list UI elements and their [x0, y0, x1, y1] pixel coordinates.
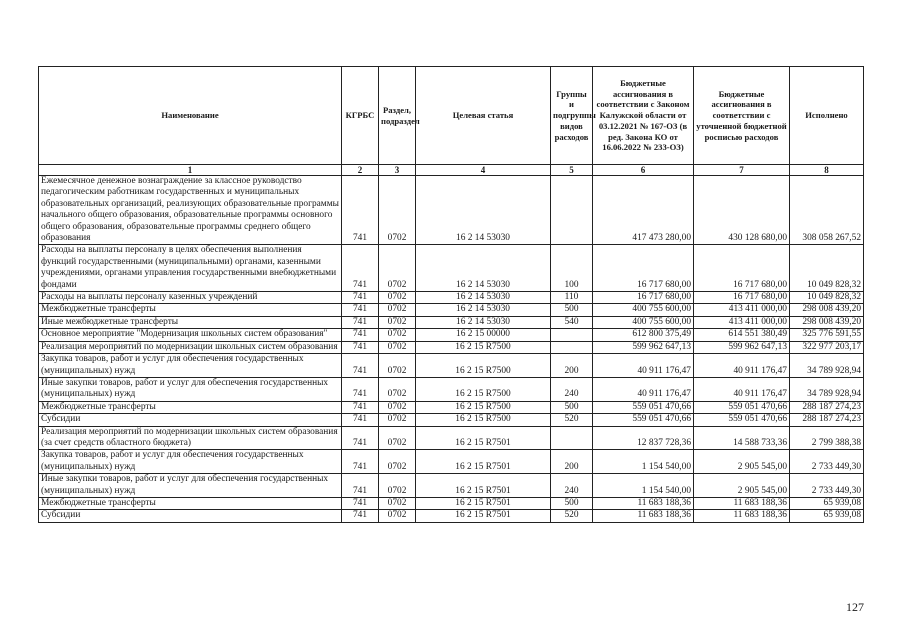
table-row — [39, 341, 864, 353]
table-row — [39, 426, 864, 450]
column-number: 5 — [551, 165, 593, 176]
row-roster-allocation-cell: 16 717 680,00 — [694, 292, 790, 304]
row-roster-allocation-cell: 599 962 647,13 — [694, 341, 790, 353]
row-kgrbs-cell: 741 — [342, 474, 379, 498]
row-target-cell: 16 2 14 53030 — [416, 304, 551, 316]
row-target-cell: 16 2 15 R7501 — [416, 426, 551, 450]
row-roster-allocation-cell: 559 051 470,66 — [694, 414, 790, 426]
row-group-cell: 500 — [551, 401, 593, 413]
row-executed-cell: 65 939,08 — [790, 510, 864, 522]
row-law-allocation-cell: 559 051 470,66 — [593, 401, 694, 413]
row-roster-allocation-cell: 40 911 176,47 — [694, 354, 790, 378]
row-roster-allocation-cell: 430 128 680,00 — [694, 176, 790, 245]
row-name-cell: Закупка товаров, работ и услуг для обеспечения государственных (муниципальных) нужд — [39, 450, 342, 474]
row-group-cell: 100 — [551, 245, 593, 292]
row-name-cell: Субсидии — [39, 414, 342, 426]
row-section-cell: 0702 — [379, 377, 416, 401]
row-executed-cell: 298 008 439,20 — [790, 316, 864, 328]
row-executed-cell: 288 187 274,23 — [790, 414, 864, 426]
table-row — [39, 354, 864, 378]
row-target-cell: 16 2 15 R7501 — [416, 510, 551, 522]
row-target-cell: 16 2 15 00000 — [416, 329, 551, 341]
table-row — [39, 474, 864, 498]
row-group-cell: 520 — [551, 510, 593, 522]
row-name-cell: Ежемесячное денежное вознаграждение за классное руководство педагогическим работникам государственных и муниципальных образовательных организаций, реализующих образовательные программы начального общего образования, образовательные программы основного общего образования, образовательные программы среднего общего образования — [39, 176, 342, 245]
row-target-cell: 16 2 15 R7500 — [416, 414, 551, 426]
row-executed-cell: 34 789 928,94 — [790, 377, 864, 401]
row-group-cell — [551, 329, 593, 341]
header-executed: Исполнено — [790, 67, 864, 165]
row-section-cell: 0702 — [379, 292, 416, 304]
table-row — [39, 176, 864, 245]
row-roster-allocation-cell: 16 717 680,00 — [694, 245, 790, 292]
row-name-cell: Закупка товаров, работ и услуг для обеспечения государственных (муниципальных) нужд — [39, 354, 342, 378]
row-name-cell: Иные межбюджетные трансферты — [39, 316, 342, 328]
row-section-cell: 0702 — [379, 497, 416, 509]
table-row — [39, 329, 864, 341]
row-executed-cell: 325 776 591,55 — [790, 329, 864, 341]
row-kgrbs-cell: 741 — [342, 354, 379, 378]
row-roster-allocation-cell: 413 411 000,00 — [694, 316, 790, 328]
row-section-cell: 0702 — [379, 304, 416, 316]
page-number: 127 — [846, 600, 864, 614]
row-group-cell: 520 — [551, 414, 593, 426]
budget-document — [38, 66, 863, 523]
row-law-allocation-cell: 612 800 375,49 — [593, 329, 694, 341]
table-row — [39, 304, 864, 316]
row-law-allocation-cell: 40 911 176,47 — [593, 377, 694, 401]
row-executed-cell: 2 733 449,30 — [790, 474, 864, 498]
row-target-cell: 16 2 15 R7501 — [416, 450, 551, 474]
header-law-allocation: Бюджетные ассигнования в соответствии с Законом Калужской области от 03.12.2021 № 167-ОЗ (в ред. Закона КО от 16.06.2022 № 233-ОЗ) — [593, 67, 694, 165]
row-kgrbs-cell: 741 — [342, 377, 379, 401]
row-roster-allocation-cell: 413 411 000,00 — [694, 304, 790, 316]
row-name-cell: Межбюджетные трансферты — [39, 401, 342, 413]
row-roster-allocation-cell: 14 588 733,36 — [694, 426, 790, 450]
row-law-allocation-cell: 1 154 540,00 — [593, 450, 694, 474]
column-number: 6 — [593, 165, 694, 176]
row-roster-allocation-cell: 559 051 470,66 — [694, 401, 790, 413]
row-name-cell: Иные закупки товаров, работ и услуг для обеспечения государственных (муниципальных) нужд — [39, 377, 342, 401]
row-kgrbs-cell: 741 — [342, 510, 379, 522]
row-group-cell: 200 — [551, 354, 593, 378]
row-law-allocation-cell: 16 717 680,00 — [593, 292, 694, 304]
row-section-cell: 0702 — [379, 316, 416, 328]
row-section-cell: 0702 — [379, 329, 416, 341]
column-number: 4 — [416, 165, 551, 176]
row-section-cell: 0702 — [379, 176, 416, 245]
row-law-allocation-cell: 11 683 188,36 — [593, 497, 694, 509]
header-group: Группы и подгруппы видов расходов — [551, 67, 593, 165]
row-executed-cell: 34 789 928,94 — [790, 354, 864, 378]
row-name-cell: Расходы на выплаты персоналу в целях обеспечения выполнения функций государственными (муниципальными) органами, казенными учреждениями, органами управления государственными внебюджетными фондами — [39, 245, 342, 292]
row-executed-cell: 65 939,08 — [790, 497, 864, 509]
row-group-cell: 500 — [551, 497, 593, 509]
row-executed-cell: 2 799 388,38 — [790, 426, 864, 450]
row-executed-cell: 10 049 828,32 — [790, 292, 864, 304]
table-row — [39, 292, 864, 304]
column-number-row — [39, 165, 864, 176]
table-row — [39, 414, 864, 426]
row-target-cell: 16 2 14 53030 — [416, 316, 551, 328]
header-section: Раздел, подраздел — [379, 67, 416, 165]
row-kgrbs-cell: 741 — [342, 316, 379, 328]
row-law-allocation-cell: 40 911 176,47 — [593, 354, 694, 378]
row-roster-allocation-cell: 11 683 188,36 — [694, 497, 790, 509]
row-group-cell: 540 — [551, 316, 593, 328]
row-section-cell: 0702 — [379, 401, 416, 413]
column-number: 1 — [39, 165, 342, 176]
row-group-cell: 500 — [551, 304, 593, 316]
row-section-cell: 0702 — [379, 341, 416, 353]
row-law-allocation-cell: 599 962 647,13 — [593, 341, 694, 353]
row-section-cell: 0702 — [379, 510, 416, 522]
row-section-cell: 0702 — [379, 354, 416, 378]
table-body — [39, 176, 864, 523]
row-law-allocation-cell: 417 473 280,00 — [593, 176, 694, 245]
row-target-cell: 16 2 14 53030 — [416, 245, 551, 292]
row-law-allocation-cell: 16 717 680,00 — [593, 245, 694, 292]
row-group-cell — [551, 426, 593, 450]
row-group-cell: 110 — [551, 292, 593, 304]
header-row — [39, 67, 864, 165]
row-kgrbs-cell: 741 — [342, 414, 379, 426]
row-section-cell: 0702 — [379, 245, 416, 292]
row-group-cell: 240 — [551, 377, 593, 401]
column-number: 7 — [694, 165, 790, 176]
table-row — [39, 316, 864, 328]
column-number: 3 — [379, 165, 416, 176]
row-roster-allocation-cell: 40 911 176,47 — [694, 377, 790, 401]
row-name-cell: Основное мероприятие "Модернизация школьных систем образования" — [39, 329, 342, 341]
table-row — [39, 401, 864, 413]
header-roster-allocation: Бюджетные ассигнования в соответствии с уточненной бюджетной росписью расходов — [694, 67, 790, 165]
row-roster-allocation-cell: 11 683 188,36 — [694, 510, 790, 522]
row-group-cell — [551, 176, 593, 245]
row-roster-allocation-cell: 2 905 545,00 — [694, 450, 790, 474]
row-target-cell: 16 2 15 R7500 — [416, 377, 551, 401]
row-kgrbs-cell: 741 — [342, 304, 379, 316]
row-kgrbs-cell: 741 — [342, 450, 379, 474]
row-kgrbs-cell: 741 — [342, 329, 379, 341]
row-executed-cell: 298 008 439,20 — [790, 304, 864, 316]
row-target-cell: 16 2 15 R7500 — [416, 401, 551, 413]
row-group-cell: 200 — [551, 450, 593, 474]
row-section-cell: 0702 — [379, 426, 416, 450]
row-group-cell: 240 — [551, 474, 593, 498]
row-section-cell: 0702 — [379, 474, 416, 498]
row-name-cell: Реализация мероприятий по модернизации школьных систем образования — [39, 341, 342, 353]
column-number: 8 — [790, 165, 864, 176]
row-kgrbs-cell: 741 — [342, 401, 379, 413]
row-group-cell — [551, 341, 593, 353]
row-kgrbs-cell: 741 — [342, 245, 379, 292]
row-name-cell: Межбюджетные трансферты — [39, 304, 342, 316]
row-kgrbs-cell: 741 — [342, 176, 379, 245]
row-law-allocation-cell: 1 154 540,00 — [593, 474, 694, 498]
row-executed-cell: 288 187 274,23 — [790, 401, 864, 413]
row-target-cell: 16 2 14 53030 — [416, 176, 551, 245]
row-roster-allocation-cell: 614 551 380,49 — [694, 329, 790, 341]
header-name: Наименование — [39, 67, 342, 165]
row-name-cell: Расходы на выплаты персоналу казенных учреждений — [39, 292, 342, 304]
row-executed-cell: 322 977 203,17 — [790, 341, 864, 353]
row-law-allocation-cell: 400 755 600,00 — [593, 304, 694, 316]
row-target-cell: 16 2 15 R7501 — [416, 474, 551, 498]
row-law-allocation-cell: 11 683 188,36 — [593, 510, 694, 522]
row-section-cell: 0702 — [379, 414, 416, 426]
row-kgrbs-cell: 741 — [342, 341, 379, 353]
row-name-cell: Межбюджетные трансферты — [39, 497, 342, 509]
column-number: 2 — [342, 165, 379, 176]
row-target-cell: 16 2 15 R7500 — [416, 341, 551, 353]
row-law-allocation-cell: 12 837 728,36 — [593, 426, 694, 450]
row-executed-cell: 10 049 828,32 — [790, 245, 864, 292]
table-row — [39, 245, 864, 292]
header-target: Целевая статья — [416, 67, 551, 165]
row-name-cell: Субсидии — [39, 510, 342, 522]
row-name-cell: Иные закупки товаров, работ и услуг для обеспечения государственных (муниципальных) нужд — [39, 474, 342, 498]
header-kgrbs: КГРБС — [342, 67, 379, 165]
row-kgrbs-cell: 741 — [342, 292, 379, 304]
table-row — [39, 510, 864, 522]
row-law-allocation-cell: 559 051 470,66 — [593, 414, 694, 426]
row-kgrbs-cell: 741 — [342, 497, 379, 509]
row-target-cell: 16 2 14 53030 — [416, 292, 551, 304]
row-roster-allocation-cell: 2 905 545,00 — [694, 474, 790, 498]
table-row — [39, 377, 864, 401]
table-row — [39, 497, 864, 509]
table-row — [39, 450, 864, 474]
row-section-cell: 0702 — [379, 450, 416, 474]
row-target-cell: 16 2 15 R7500 — [416, 354, 551, 378]
budget-table — [38, 66, 864, 523]
row-law-allocation-cell: 400 755 600,00 — [593, 316, 694, 328]
row-executed-cell: 308 058 267,52 — [790, 176, 864, 245]
row-kgrbs-cell: 741 — [342, 426, 379, 450]
row-executed-cell: 2 733 449,30 — [790, 450, 864, 474]
row-name-cell: Реализация мероприятий по модернизации школьных систем образования (за счет средств областного бюджета) — [39, 426, 342, 450]
row-target-cell: 16 2 15 R7501 — [416, 497, 551, 509]
